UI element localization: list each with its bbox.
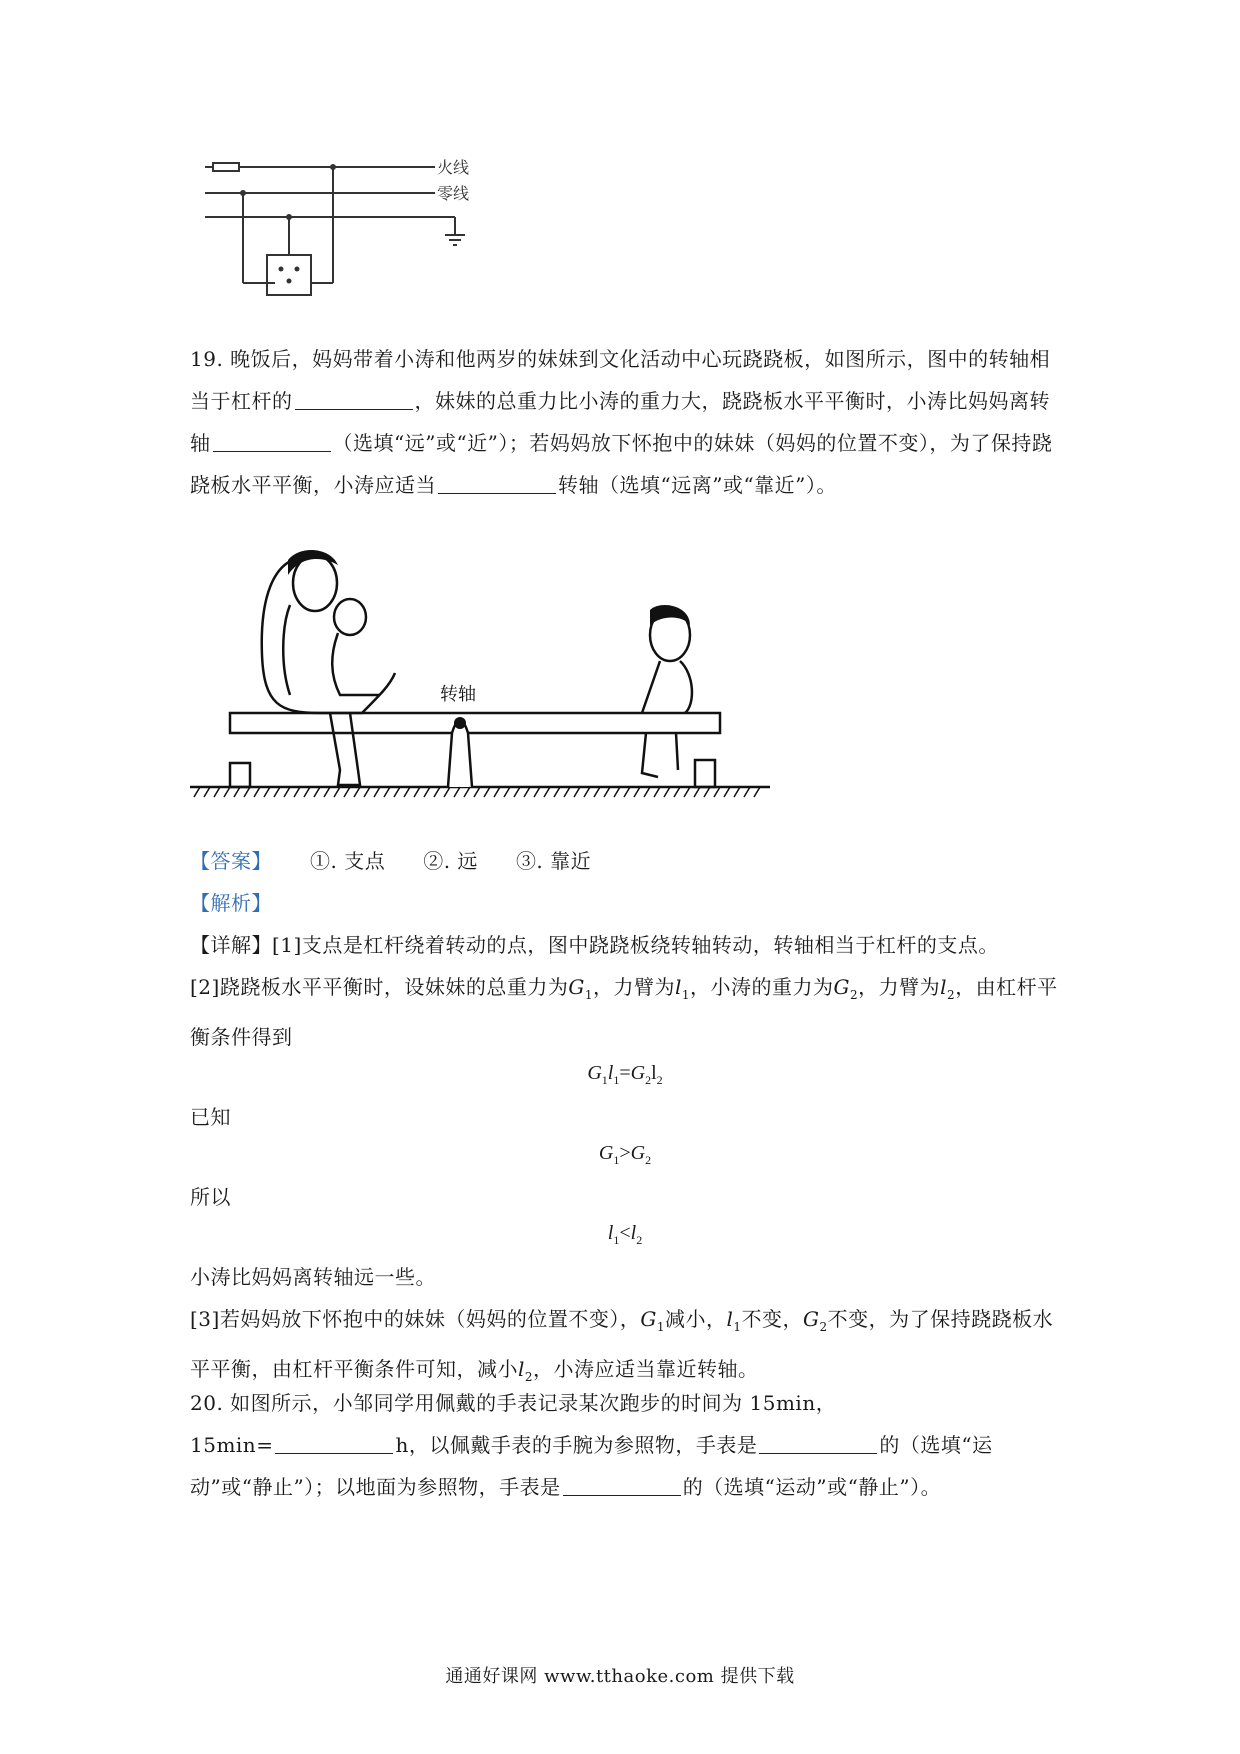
q20-text-5: 的（选填“运动”或“静止”）。 (682, 1475, 942, 1499)
q20-text-3: h，以佩戴手表的手腕为参照物，手表是 (395, 1433, 758, 1457)
seesaw-figure (190, 545, 770, 805)
detail-2b: ，力臂为 (592, 975, 675, 999)
answer-item-1: ①. 支点 (310, 849, 386, 873)
detail-2a: [2]跷跷板水平平衡时，设妹妹的总重力为 (190, 975, 569, 999)
pivot-label: 转轴 (440, 684, 476, 705)
q19-blank-2 (213, 429, 331, 452)
so-text: 所以 (190, 1185, 231, 1209)
q19-text-2: ，妹妹的总重力比小涛的重力大，跷跷板水平平衡时，小涛比妈妈离转轴 (190, 389, 1050, 455)
analysis-tag-line (190, 882, 1060, 924)
detail-2e: ，由杠杆平衡条件得到 (190, 975, 1058, 1049)
so-line (190, 1176, 1060, 1218)
detail-3c: 不变， (741, 1307, 804, 1331)
q20-text-2: 15min= (190, 1433, 274, 1457)
conclusion-line (190, 1256, 1060, 1298)
known-text: 已知 (190, 1105, 231, 1129)
q20-blank-1 (275, 1431, 393, 1454)
q20-blank-2 (759, 1431, 877, 1454)
answer-tag: 【答案】 (190, 849, 272, 873)
q20-text-4: 的（选填“运动”或“静止”）；以地面为参照物，手表是 (190, 1433, 993, 1499)
formula-gravity: $G_1>G_2$ (598, 1142, 652, 1167)
analysis-detail-1-text: 【详解】[1]支点是杠杆绕着转动的点，图中跷跷板绕转轴转动，转轴相当于杠杆的支点。 (190, 933, 999, 957)
question-20 (190, 1382, 1060, 1508)
answer-item-2: ②. 远 (423, 849, 478, 873)
fuse-icon (213, 163, 239, 171)
detail-2c: ，小涛的重力为 (690, 975, 834, 999)
q19-blank-1 (295, 387, 413, 410)
analysis-detail-2: [2]跷跷板水平平衡时，设妹妹的总重力为$G_1$，力臂为$l_1$，小涛的重力为$G_2$，力臂为$l_2$，由杠杆平衡条件得到 (190, 975, 1058, 1049)
analysis-tag: 【解析】 (190, 891, 272, 915)
analysis-detail-1 (190, 924, 1060, 966)
detail-3e: ，小涛应适当靠近转轴。 (533, 1357, 759, 1381)
q19-text-1: 19. 晚饭后，妈妈带着小涛和他两岁的妹妹到文化活动中心玩跷跷板，如图所示，图中的转轴相当于杠杆的 (190, 347, 1051, 413)
conclusion-text: 小涛比妈妈离转轴远一些。 (190, 1265, 436, 1289)
neutral-wire-label: 零线 (437, 184, 470, 203)
formula-balance: $G_1l_1=G_2l_2$ (587, 1062, 663, 1087)
circuit-diagram (205, 155, 505, 315)
q20-blank-3 (563, 1473, 681, 1496)
q19-blank-3 (438, 471, 556, 494)
socket-icon (267, 255, 311, 295)
q20-text-1: 20. 如图所示，小邹同学用佩戴的手表记录某次跑步的时间为 15min， (190, 1391, 837, 1415)
detail-2d: ，力臂为 (858, 975, 941, 999)
detail-3b: 减小， (664, 1307, 727, 1331)
q19-text-4: 转轴（选填“远离”或“靠近”）。 (558, 473, 837, 497)
analysis-detail-3: [3]若妈妈放下怀抱中的妹妹（妈妈的位置不变），$G_1$减小，$l_1$不变，$G_2$不变，为了保持跷跷板水平平衡，由杠杆平衡条件可知，减小$l_2$，小涛应适当靠近转轴。 (190, 1307, 1054, 1384)
answer-item-3: ③. 靠近 (515, 849, 592, 873)
q19-text-3: （选填“远”或“近”）；若妈妈放下怀抱中的妹妹（妈妈的位置不变），为了保持跷跷板水平平衡，小涛应适当 (190, 431, 1053, 497)
question-19 (190, 338, 1060, 506)
answer-line (190, 840, 1060, 882)
detail-3a: [3]若妈妈放下怀抱中的妹妹（妈妈的位置不变）， (190, 1307, 641, 1331)
live-wire-label: 火线 (437, 158, 470, 177)
detail-3d: 不变，为了保持跷跷板水平平衡，由杠杆平衡条件可知，减小 (190, 1307, 1054, 1381)
page-footer: 通通好课网 www.tthaoke.com 提供下载 (445, 1666, 795, 1687)
known-line (190, 1096, 1060, 1138)
formula-arm: $l_1<l_2$ (607, 1222, 643, 1247)
